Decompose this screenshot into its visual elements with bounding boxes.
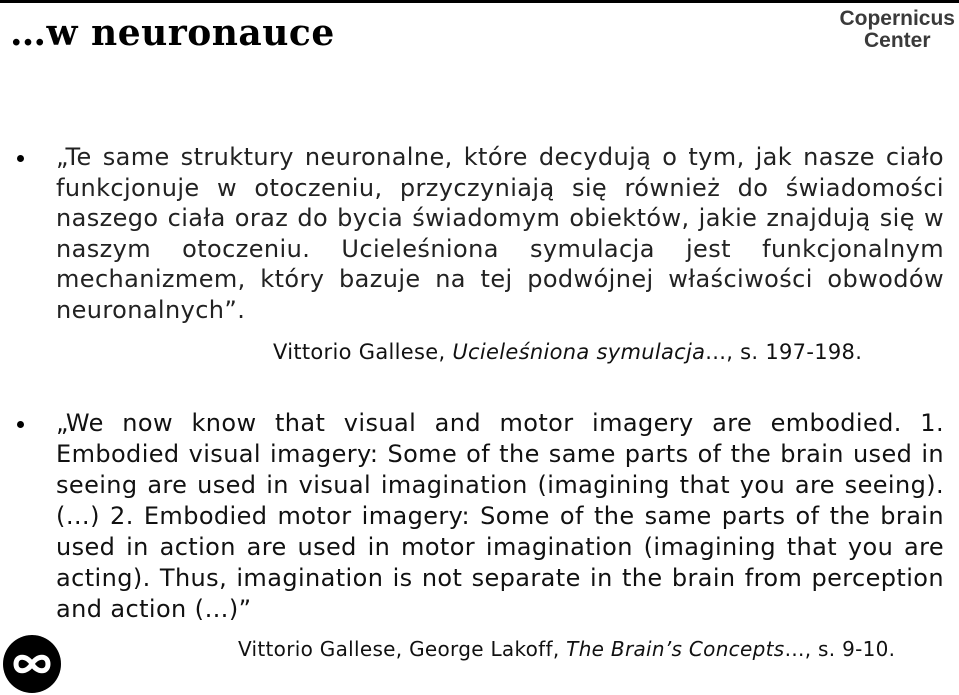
- citation-pages: …, s. 9-10.: [784, 637, 896, 661]
- copernicus-loop-icon: [2, 634, 62, 694]
- citation-author: Vittorio Gallese,: [273, 340, 453, 364]
- bullet-dot-icon: [17, 421, 24, 428]
- logo-line-2: Center: [863, 29, 931, 52]
- citation-pages: ..., s. 197-198.: [705, 340, 863, 364]
- citation-gallese: [273, 340, 862, 364]
- quote-item-gallese-lakoff: [56, 408, 944, 625]
- citation-work: The Brain’s Concepts: [566, 637, 785, 661]
- quote-text: „Te same struktury neuronalne, które decydują o tym, jak nasze ciało funkcjonuje w otoczeniu, przyczyniają się również do świadomości naszego ciała oraz do bycia świadomym obiektów, jakie znajdują się w naszym otoczeniu. Ucieleśniona symulacja jest funkcjonalnym mechanizmem, który bazuje na tej podwójnej właściwości obwodów neuronalnych”.: [56, 143, 944, 324]
- citation-author: Vittorio Gallese, George Lakoff,: [238, 637, 567, 661]
- slide-title: …w neuronauce: [10, 12, 335, 54]
- top-rule: [0, 0, 959, 3]
- citation-gallese-lakoff: [238, 637, 895, 661]
- quote-text: „We now know that visual and motor imagery are embodied. 1. Embodied visual imagery: Some of the same parts of the brain used in seeing are used in visual imagination (imagining that you are seeing). (…) 2. Embodied motor imagery: Some of the same parts of the brain used in action are used in motor imagination (imagining that you are acting). Thus, imagination is not separate in the brain from perception and action (…)”: [56, 409, 944, 623]
- quote-item-gallese: [56, 142, 944, 325]
- logo-line-1: Copernicus: [839, 7, 955, 30]
- citation-work: Ucieleśniona symulacja: [452, 340, 706, 364]
- copernicus-center-logo: [839, 8, 955, 52]
- bullet-dot-icon: [17, 155, 24, 162]
